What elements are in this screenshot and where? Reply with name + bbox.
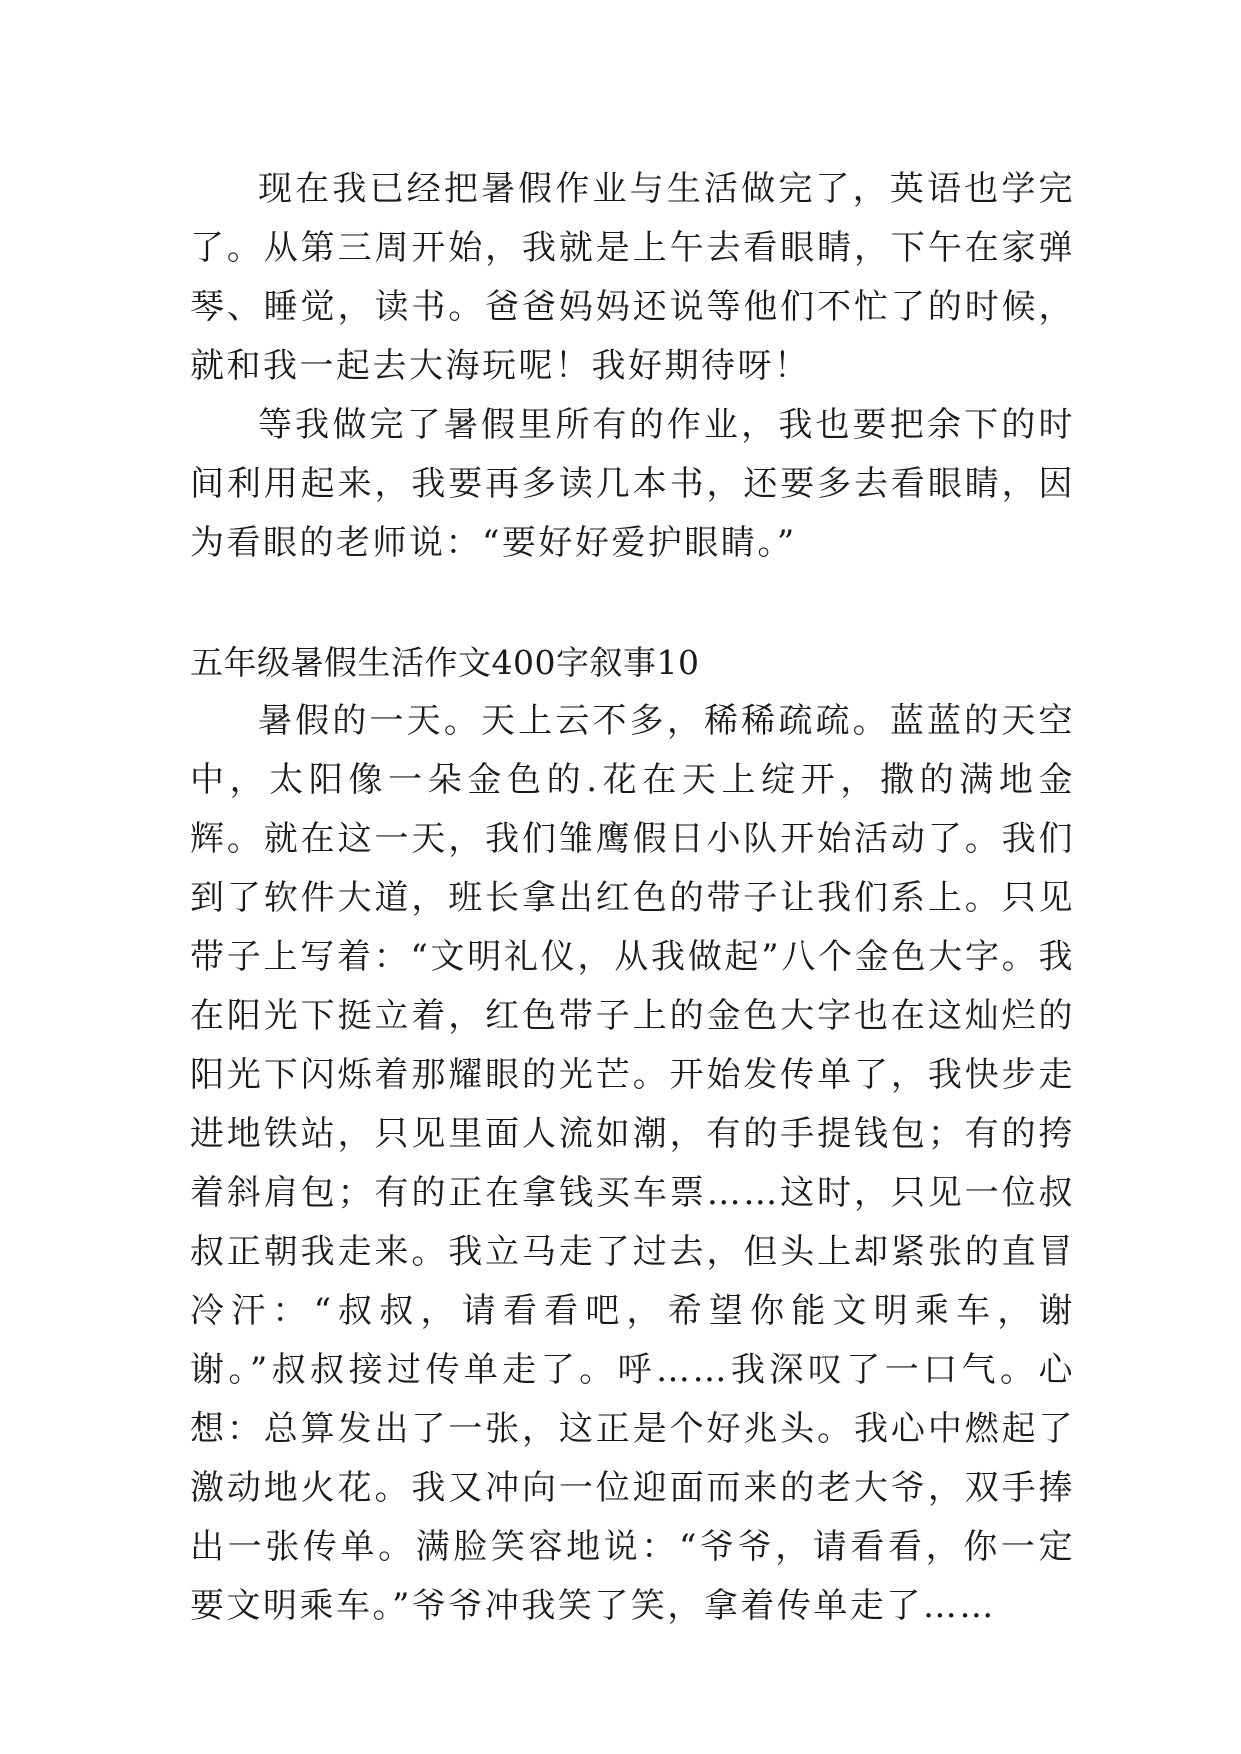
document-body — [190, 160, 1075, 1636]
section-spacer — [190, 573, 1075, 633]
paragraph-summer-homework: 现在我已经把暑假作业与生活做完了，英语也学完了。从第三周开始，我就是上午去看眼睛，下午在家弹琴、睡觉，读书。爸爸妈妈还说等他们不忙了的时候，就和我一起去大海玩呢！我好期待呀！ — [190, 169, 1075, 386]
paragraph-remaining-time: 等我做完了暑假里所有的作业，我也要把余下的时间利用起来，我要再多读几本书，还要多去看眼睛，因为看眼的老师说：“要好好爱护眼睛。” — [190, 405, 1075, 563]
section-title: 五年级暑假生活作文400字叙事10 — [190, 643, 700, 682]
paragraph-essay-body: 暑假的一天。天上云不多，稀稀疏疏。蓝蓝的天空中，太阳像一朵金色的.花在天上绽开，撒的满地金辉。就在这一天，我们雏鹰假日小队开始活动了。我们到了软件大道，班长拿出红色的带子让我们系上。只见带子上写着：“文明礼仪，从我做起”八个金色大字。我在阳光下挺立着，红色带子上的金色大字也在这灿烂的阳光下闪烁着那耀眼的光芒。开始发传单了，我快步走进地铁站，只见里面人流如潮，有的手提钱包；有的挎着斜肩包；有的正在拿钱买车票……这时，只见一位叔叔正朝我走来。我立马走了过去，但头上却紧张的直冒冷汗：“叔叔，请看看吧，希望你能文明乘车，谢谢。”叔叔接过传单走了。呼……我深叹了一口气。心想：总算发出了一张，这正是个好兆头。我心中燃起了激动地火花。我又冲向一位迎面而来的老大爷，双手捧出一张传单。满脸笑容地说：“爷爷，请看看，你一定要文明乘车。”爷爷冲我笑了笑，拿着传单走了…… — [190, 701, 1075, 1626]
